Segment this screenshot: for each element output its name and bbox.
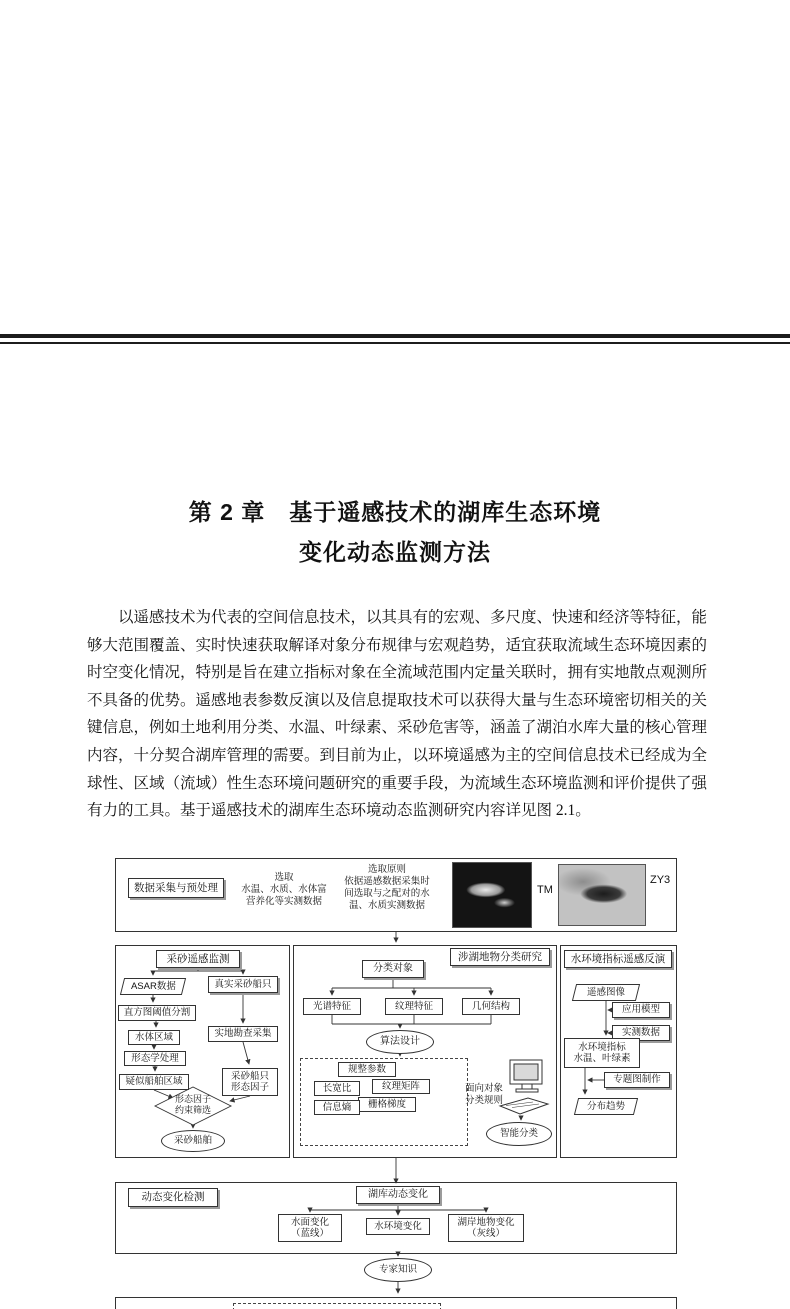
expert-knowledge-label: 专家知识 [378,1264,417,1276]
sand-header-label: 采砂遥感监测 [166,952,230,965]
next-section-dashed-partial [233,1303,441,1309]
water-indicator-line2: 水温、叶绿素 [573,1053,631,1064]
thematic-map-box [604,1072,670,1088]
expert-knowledge-cloud [364,1258,432,1282]
chapter-title-line2: 变化动态监测方法 [299,539,491,565]
water-indicator-line1: 水环境指标 [578,1041,626,1053]
real-ship-box [208,976,278,993]
shore-change-line2: （灰线） [466,1228,505,1239]
water-region-label: 水体区域 [134,1031,173,1043]
water-surface-line1: 水面变化 [290,1216,329,1228]
parameter-label: 纹理矩阵 [381,1080,420,1092]
morphology-box [124,1051,186,1066]
change-header-label: 动态变化检测 [141,1191,205,1204]
selection-note-line: 营养化等实测数据 [245,896,322,907]
smart-classify-cloud [486,1122,552,1146]
zy3-satellite-image [558,864,646,926]
classify-object-box [362,960,424,978]
rs-image-box [572,984,640,1001]
apply-model-label: 应用模型 [621,1004,660,1016]
parameter-box [358,1097,416,1112]
parameter-box [314,1100,360,1115]
water-indicator-box [564,1038,640,1068]
smart-classify-label: 智能分类 [499,1128,538,1140]
object-rule-line2: 分类规则 [464,1095,503,1106]
classify-object-label: 分类对象 [373,963,413,974]
tm-satellite-image [452,862,532,928]
texture-feature-label: 纹理特征 [394,1000,433,1012]
suspect-ship-box [119,1074,189,1090]
classify-header-label: 涉湖地物分类研究 [458,950,542,963]
water-surface-change-box [278,1214,342,1242]
asar-data-label: ASAR数据 [130,980,176,992]
histogram-threshold-label: 直方图阈值分割 [123,1007,191,1019]
spectral-feature-box [303,998,361,1015]
parameter-label: 长宽比 [322,1082,352,1094]
texture-feature-box [385,998,443,1015]
asar-data-box [120,978,186,995]
selection-note [236,872,332,908]
inversion-header-box [564,950,672,968]
selection-principle-line: 依据遥感数据采集时 [344,876,430,887]
inversion-header-label: 水环境指标遥感反演 [570,952,666,965]
shore-change-box [448,1214,524,1242]
trend-label: 分布趋势 [586,1100,626,1112]
algorithm-design-cloud [366,1030,434,1054]
lake-change-box [356,1186,440,1204]
apply-model-box [612,1002,670,1018]
spectral-feature-label: 光谱特征 [312,1000,351,1012]
parameter-box [314,1081,360,1096]
sand-ship-result-cloud [161,1130,225,1152]
sand-ship-result-label: 采砂船舶 [173,1135,212,1147]
selection-principle-line: 间选取与之配对的水 [344,888,430,899]
algorithm-design-label: 算法设计 [380,1036,420,1047]
trend-box [574,1098,638,1115]
field-survey-box [208,1026,278,1042]
shore-change-line1: 湖岸地物变化 [457,1216,515,1228]
water-env-change-label: 水环境变化 [374,1220,422,1232]
change-header-box [128,1188,218,1207]
computer-icon [498,1058,550,1116]
real-ship-label: 真实采砂船只 [214,978,272,990]
tm-image-label: TM [537,884,553,896]
constraint-filter-line1: 形态因子 [174,1094,211,1104]
ship-factor-line1: 采砂船只 [230,1070,269,1082]
ship-factor-box [222,1068,278,1096]
selection-note-line: 水温、水质、水体富 [241,884,327,895]
selection-principle-line: 选取原则 [367,864,406,875]
classify-header-box [450,948,550,966]
geometry-feature-box [462,998,520,1015]
constraint-filter-label [163,1094,223,1116]
lake-change-label: 湖库动态变化 [368,1189,428,1200]
constraint-filter-line2: 约束筛选 [174,1105,211,1115]
parameter-label: 信息熵 [322,1101,352,1113]
parameter-label: 规整参数 [347,1063,386,1075]
ship-factor-line2: 形态因子 [230,1082,269,1093]
preprocess-header-box [128,878,224,898]
parameter-box [338,1062,396,1077]
chapter-title-line1: 第 2 章 基于遥感技术的湖库生态环境 [188,499,602,525]
water-region-box [128,1030,180,1045]
parameter-box [372,1079,430,1094]
sand-header-box [156,950,240,968]
intro-paragraph: 以遥感技术为代表的空间信息技术，以其具有的宏观、多尺度、快速和经济等特征，能够大范围覆盖、实时快速获取解译对象分布规律与宏观趋势，适宜获取流域生态环境因素的时空变化情况，特别是旨在建立指标对象在全流域范围内定量关联时，拥有实地散点观测所不具备的优势。遥感地表参数反演以及信息提取技术可以获得大量与生态环境密切相关的关键信息，例如土地利用分类、水温、叶绿素、采砂危害等，涵盖了湖泊水库大量的核心管理内容，十分契合湖库管理的需要。到目前为止，以环境遥感为主的空间信息技术已经成为全球性、区域（流域）性生态环境问题研究的重要手段，为流域生态环境监测和评价提供了强有力的工具。基于遥感技术的湖库生态环境动态监测研究内容详见图 2.1。 [87,609,708,820]
preprocess-header-label: 数据采集与预处理 [134,881,218,894]
selection-principle-note [334,864,440,912]
measured-data-label: 实测数据 [621,1027,660,1039]
thematic-map-label: 专题图制作 [613,1074,661,1086]
histogram-threshold-box [118,1005,196,1021]
rs-image-label: 遥感图像 [586,986,626,998]
object-rule-line1: 面向对象 [464,1083,503,1094]
suspect-ship-label: 疑似船舶区域 [125,1076,183,1088]
selection-note-line: 选取 [274,872,294,883]
water-env-change-box [366,1218,430,1235]
parameter-label: 栅格梯度 [367,1098,406,1110]
selection-principle-line: 温、水质实测数据 [348,900,425,911]
zy3-image-label: ZY3 [650,874,671,886]
geometry-feature-label: 几何结构 [471,1000,510,1012]
morphology-label: 形态学处理 [131,1052,179,1064]
water-surface-line2: （蓝线） [290,1228,329,1239]
field-survey-label: 实地勘查采集 [214,1028,272,1040]
